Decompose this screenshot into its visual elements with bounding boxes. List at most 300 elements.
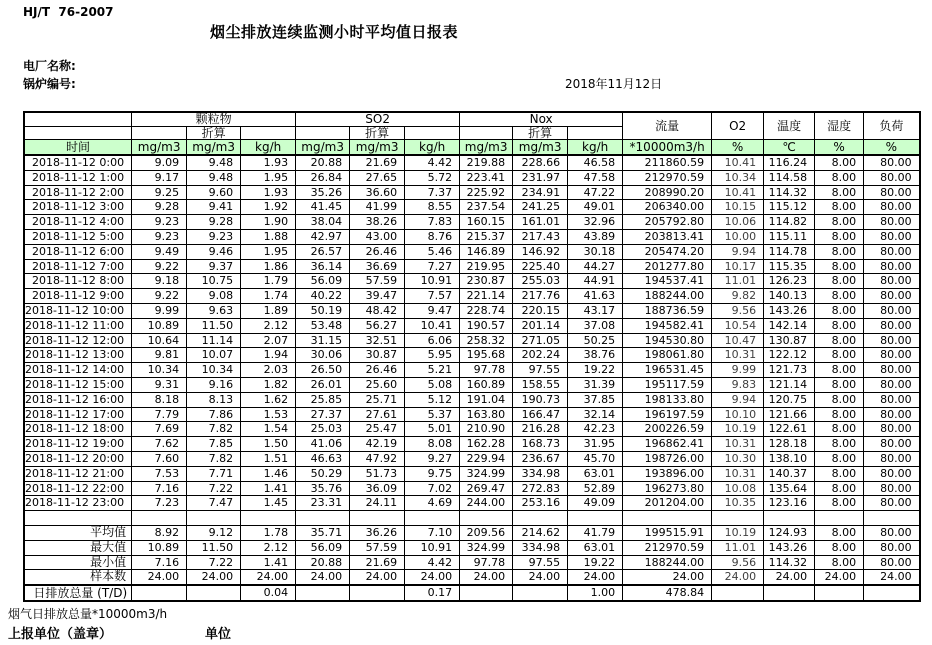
flow-header: 流量 [623, 112, 712, 140]
time-cell: 2018-11-12 5:00 [24, 229, 132, 244]
value-cell: 143.26 [764, 540, 815, 555]
table-row [24, 215, 920, 230]
value-cell: 80.00 [864, 451, 920, 466]
value-cell: 32.96 [568, 215, 623, 230]
value-cell: 49.01 [568, 200, 623, 215]
value-cell: 10.31 [712, 437, 764, 452]
time-cell: 2018-11-12 4:00 [24, 215, 132, 230]
value-cell: 10.91 [405, 274, 460, 289]
value-cell: 24.00 [623, 570, 712, 585]
time-cell: 2018-11-12 8:00 [24, 274, 132, 289]
value-cell [764, 585, 815, 601]
empty-cell [568, 511, 623, 526]
value-cell: 80.00 [864, 155, 920, 170]
value-cell: 10.31 [712, 348, 764, 363]
value-cell: 9.46 [187, 244, 241, 259]
row-label: 平均值 [24, 525, 132, 540]
value-cell: 46.58 [568, 155, 623, 170]
table-row [24, 155, 920, 170]
value-cell: 32.51 [350, 333, 405, 348]
table-row [24, 466, 920, 481]
table-row [24, 333, 920, 348]
value-cell: 7.82 [187, 451, 241, 466]
value-cell: 8.00 [815, 407, 864, 422]
value-cell: 8.00 [815, 481, 864, 496]
value-cell: 37.85 [568, 392, 623, 407]
value-cell: 43.89 [568, 229, 623, 244]
value-cell: 41.79 [568, 525, 623, 540]
value-cell: 11.50 [187, 318, 241, 333]
value-cell: 56.09 [296, 274, 350, 289]
value-cell: 10.35 [712, 496, 764, 511]
value-cell: 8.00 [815, 525, 864, 540]
time-cell: 2018-11-12 21:00 [24, 466, 132, 481]
value-cell: 9.41 [187, 200, 241, 215]
time-cell: 2018-11-12 7:00 [24, 259, 132, 274]
so2-group-header: SO2 [296, 112, 460, 127]
value-cell [296, 585, 350, 601]
value-cell: 8.00 [815, 496, 864, 511]
value-cell: 8.00 [815, 451, 864, 466]
value-cell: 80.00 [864, 244, 920, 259]
value-cell: 7.10 [405, 525, 460, 540]
value-cell: 9.09 [132, 155, 187, 170]
value-cell: 10.91 [405, 540, 460, 555]
value-cell: 57.59 [350, 540, 405, 555]
unit-header: mg/m3 [460, 140, 513, 156]
value-cell: 1.90 [241, 215, 296, 230]
empty-cell [132, 511, 187, 526]
table-row [24, 170, 920, 185]
time-header-spacer [24, 112, 132, 127]
value-cell: 10.54 [712, 318, 764, 333]
value-cell: 5.37 [405, 407, 460, 422]
value-cell: 26.46 [350, 244, 405, 259]
value-cell: 8.00 [815, 363, 864, 378]
value-cell: 52.89 [568, 481, 623, 496]
value-cell: 146.92 [513, 244, 568, 259]
value-cell: 43.00 [350, 229, 405, 244]
value-cell: 9.37 [187, 259, 241, 274]
value-cell: 24.00 [405, 570, 460, 585]
value-cell: 9.25 [132, 185, 187, 200]
value-cell: 41.06 [296, 437, 350, 452]
value-cell [187, 585, 241, 601]
value-cell: 26.46 [350, 363, 405, 378]
value-cell: 26.84 [296, 170, 350, 185]
value-cell: 219.88 [460, 155, 513, 170]
value-cell: 8.00 [815, 170, 864, 185]
value-cell: 138.10 [764, 451, 815, 466]
time-cell: 2018-11-12 2:00 [24, 185, 132, 200]
value-cell: 0.04 [241, 585, 296, 601]
value-cell: 205792.80 [623, 215, 712, 230]
value-cell: 9.27 [405, 451, 460, 466]
value-cell: 5.46 [405, 244, 460, 259]
value-cell: 7.27 [405, 259, 460, 274]
time-cell: 2018-11-12 9:00 [24, 289, 132, 304]
value-cell: 37.08 [568, 318, 623, 333]
load-unit-header: % [864, 140, 920, 156]
value-cell: 10.15 [712, 200, 764, 215]
value-cell [513, 585, 568, 601]
value-cell: 8.92 [132, 525, 187, 540]
value-cell: 36.60 [350, 185, 405, 200]
value-cell: 31.15 [296, 333, 350, 348]
unit-header: mg/m3 [513, 140, 568, 156]
value-cell: 199515.91 [623, 525, 712, 540]
value-cell: 205474.20 [623, 244, 712, 259]
humidity-unit-header: % [815, 140, 864, 156]
value-cell: 23.31 [296, 496, 350, 511]
value-cell: 160.89 [460, 377, 513, 392]
value-cell: 8.00 [815, 392, 864, 407]
value-cell: 196862.41 [623, 437, 712, 452]
value-cell: 158.55 [513, 377, 568, 392]
value-cell: 9.48 [187, 170, 241, 185]
value-cell: 80.00 [864, 318, 920, 333]
unit-header: mg/m3 [187, 140, 241, 156]
value-cell: 10.08 [712, 481, 764, 496]
load-header: 负荷 [864, 112, 920, 140]
value-cell: 9.99 [712, 363, 764, 378]
value-cell: 24.00 [460, 570, 513, 585]
value-cell: 9.23 [132, 229, 187, 244]
value-cell: 237.54 [460, 200, 513, 215]
value-cell [460, 585, 513, 601]
value-cell: 230.87 [460, 274, 513, 289]
value-cell: 24.00 [764, 570, 815, 585]
page-title: 烟尘排放连续监测小时平均值日报表 [210, 23, 459, 41]
value-cell: 44.91 [568, 274, 623, 289]
value-cell: 80.00 [864, 392, 920, 407]
value-cell [815, 585, 864, 601]
value-cell: 44.27 [568, 259, 623, 274]
table-row [24, 303, 920, 318]
time-cell: 2018-11-12 1:00 [24, 170, 132, 185]
value-cell: 30.87 [350, 348, 405, 363]
value-cell: 1.41 [241, 555, 296, 570]
value-cell: 7.85 [187, 437, 241, 452]
value-cell: 234.91 [513, 185, 568, 200]
value-cell [132, 585, 187, 601]
time-cell: 2018-11-12 11:00 [24, 318, 132, 333]
value-cell: 8.08 [405, 437, 460, 452]
value-cell: 1.78 [241, 525, 296, 540]
value-cell: 9.22 [132, 289, 187, 304]
value-cell: 9.63 [187, 303, 241, 318]
header-empty-cell [296, 127, 350, 140]
value-cell: 200226.59 [623, 422, 712, 437]
value-cell: 7.37 [405, 185, 460, 200]
value-cell: 9.56 [712, 555, 764, 570]
unit-header: mg/m3 [132, 140, 187, 156]
value-cell: 478.84 [623, 585, 712, 601]
value-cell: 2.07 [241, 333, 296, 348]
value-cell: 80.00 [864, 377, 920, 392]
value-cell: 1.74 [241, 289, 296, 304]
value-cell: 80.00 [864, 348, 920, 363]
value-cell: 244.00 [460, 496, 513, 511]
value-cell: 122.12 [764, 348, 815, 363]
value-cell: 1.53 [241, 407, 296, 422]
empty-cell [712, 511, 764, 526]
value-cell: 80.00 [864, 289, 920, 304]
value-cell: 2.12 [241, 318, 296, 333]
value-cell: 9.17 [132, 170, 187, 185]
value-cell: 20.88 [296, 155, 350, 170]
value-cell: 193896.00 [623, 466, 712, 481]
value-cell: 236.67 [513, 451, 568, 466]
value-cell: 80.00 [864, 407, 920, 422]
value-cell: 121.73 [764, 363, 815, 378]
value-cell: 225.92 [460, 185, 513, 200]
time-cell: 2018-11-12 12:00 [24, 333, 132, 348]
value-cell: 208990.20 [623, 185, 712, 200]
value-cell: 50.19 [296, 303, 350, 318]
value-cell: 255.03 [513, 274, 568, 289]
value-cell: 166.47 [513, 407, 568, 422]
value-cell: 42.23 [568, 422, 623, 437]
empty-cell [296, 511, 350, 526]
time-cell: 2018-11-12 16:00 [24, 392, 132, 407]
summary-row [24, 585, 920, 601]
value-cell: 211860.59 [623, 155, 712, 170]
empty-cell [24, 511, 132, 526]
value-cell: 1.00 [568, 585, 623, 601]
value-cell: 80.00 [864, 200, 920, 215]
value-cell: 9.82 [712, 289, 764, 304]
value-cell: 9.60 [187, 185, 241, 200]
value-cell: 190.73 [513, 392, 568, 407]
boiler-no-label: 锅炉编号: [23, 77, 76, 91]
flow-total-note: 烟气日排放总量*10000m3/h [8, 607, 168, 621]
value-cell: 115.11 [764, 229, 815, 244]
table-row [24, 451, 920, 466]
value-cell: 80.00 [864, 274, 920, 289]
report-date: 2018年11月12日 [565, 77, 663, 91]
value-cell: 142.14 [764, 318, 815, 333]
value-cell: 146.89 [460, 244, 513, 259]
value-cell: 19.22 [568, 363, 623, 378]
value-cell: 10.89 [132, 540, 187, 555]
value-cell: 191.04 [460, 392, 513, 407]
value-cell: 130.87 [764, 333, 815, 348]
value-cell: 9.56 [712, 303, 764, 318]
value-cell: 10.47 [712, 333, 764, 348]
value-cell: 9.22 [132, 259, 187, 274]
temperature-unit-header: ℃ [764, 140, 815, 156]
table-row [24, 229, 920, 244]
value-cell: 4.69 [405, 496, 460, 511]
value-cell: 25.85 [296, 392, 350, 407]
value-cell: 8.76 [405, 229, 460, 244]
value-cell: 7.22 [187, 555, 241, 570]
value-cell: 47.22 [568, 185, 623, 200]
value-cell: 46.63 [296, 451, 350, 466]
value-cell: 9.49 [132, 244, 187, 259]
value-cell: 48.42 [350, 303, 405, 318]
value-cell: 30.06 [296, 348, 350, 363]
value-cell: 206340.00 [623, 200, 712, 215]
value-cell: 202.24 [513, 348, 568, 363]
value-cell: 1.93 [241, 185, 296, 200]
value-cell: 8.00 [815, 348, 864, 363]
value-cell: 10.10 [712, 407, 764, 422]
o2-header: O2 [712, 112, 764, 140]
value-cell: 8.00 [815, 155, 864, 170]
value-cell: 24.00 [132, 570, 187, 585]
value-cell: 11.14 [187, 333, 241, 348]
time-cell: 2018-11-12 3:00 [24, 200, 132, 215]
value-cell: 114.32 [764, 185, 815, 200]
value-cell: 1.51 [241, 451, 296, 466]
value-cell: 10.41 [405, 318, 460, 333]
value-cell: 8.00 [815, 259, 864, 274]
value-cell: 212970.59 [623, 170, 712, 185]
value-cell: 241.25 [513, 200, 568, 215]
value-cell: 196531.45 [623, 363, 712, 378]
value-cell: 8.00 [815, 244, 864, 259]
value-cell: 97.78 [460, 555, 513, 570]
value-cell: 10.34 [712, 170, 764, 185]
table-row [24, 496, 920, 511]
value-cell: 115.12 [764, 200, 815, 215]
value-cell: 188244.00 [623, 555, 712, 570]
value-cell: 7.47 [187, 496, 241, 511]
value-cell: 8.00 [815, 185, 864, 200]
value-cell: 80.00 [864, 215, 920, 230]
header-group-row [24, 112, 920, 127]
time-cell: 2018-11-12 0:00 [24, 155, 132, 170]
unit-header: mg/m3 [350, 140, 405, 156]
value-cell: 201.14 [513, 318, 568, 333]
unit-header: kg/h [405, 140, 460, 156]
value-cell: 25.60 [350, 377, 405, 392]
header-empty-cell [241, 127, 296, 140]
value-cell: 56.09 [296, 540, 350, 555]
summary-row [24, 525, 920, 540]
value-cell: 115.35 [764, 259, 815, 274]
value-cell: 7.82 [187, 422, 241, 437]
time-cell: 2018-11-12 17:00 [24, 407, 132, 422]
value-cell: 26.57 [296, 244, 350, 259]
value-cell: 10.17 [712, 259, 764, 274]
value-cell: 5.01 [405, 422, 460, 437]
value-cell: 24.00 [712, 570, 764, 585]
value-cell: 258.32 [460, 333, 513, 348]
monitoring-table [23, 111, 921, 602]
time-cell: 2018-11-12 13:00 [24, 348, 132, 363]
time-cell: 2018-11-12 19:00 [24, 437, 132, 452]
row-label: 样本数 [24, 570, 132, 585]
value-cell: 271.05 [513, 333, 568, 348]
value-cell: 1.45 [241, 496, 296, 511]
value-cell: 203813.41 [623, 229, 712, 244]
empty-cell [764, 511, 815, 526]
table-row [24, 200, 920, 215]
value-cell: 7.79 [132, 407, 187, 422]
value-cell: 198726.00 [623, 451, 712, 466]
header-units-row [24, 140, 920, 156]
value-cell: 272.83 [513, 481, 568, 496]
value-cell: 41.45 [296, 200, 350, 215]
value-cell: 1.82 [241, 377, 296, 392]
time-cell: 2018-11-12 22:00 [24, 481, 132, 496]
value-cell: 269.47 [460, 481, 513, 496]
value-cell: 1.89 [241, 303, 296, 318]
value-cell: 1.94 [241, 348, 296, 363]
value-cell: 80.00 [864, 437, 920, 452]
value-cell: 80.00 [864, 496, 920, 511]
value-cell: 198133.80 [623, 392, 712, 407]
value-cell: 223.41 [460, 170, 513, 185]
value-cell: 217.43 [513, 229, 568, 244]
value-cell: 121.14 [764, 377, 815, 392]
value-cell: 97.55 [513, 363, 568, 378]
value-cell: 97.78 [460, 363, 513, 378]
value-cell: 10.41 [712, 185, 764, 200]
value-cell: 1.93 [241, 155, 296, 170]
value-cell: 7.16 [132, 481, 187, 496]
value-cell: 49.09 [568, 496, 623, 511]
value-cell: 8.00 [815, 200, 864, 215]
value-cell: 1.92 [241, 200, 296, 215]
value-cell: 121.66 [764, 407, 815, 422]
value-cell: 334.98 [513, 466, 568, 481]
value-cell: 38.26 [350, 215, 405, 230]
unit-header: kg/h [241, 140, 296, 156]
table-row [24, 348, 920, 363]
value-cell: 116.24 [764, 155, 815, 170]
value-cell: 229.94 [460, 451, 513, 466]
value-cell: 42.97 [296, 229, 350, 244]
value-cell: 1.95 [241, 170, 296, 185]
value-cell: 1.50 [241, 437, 296, 452]
value-cell: 80.00 [864, 555, 920, 570]
value-cell: 7.60 [132, 451, 187, 466]
value-cell: 1.46 [241, 466, 296, 481]
value-cell: 42.19 [350, 437, 405, 452]
value-cell: 47.58 [568, 170, 623, 185]
value-cell: 80.00 [864, 363, 920, 378]
value-cell: 4.42 [405, 555, 460, 570]
value-cell: 135.64 [764, 481, 815, 496]
value-cell: 1.41 [241, 481, 296, 496]
value-cell: 24.00 [864, 570, 920, 585]
value-cell: 225.40 [513, 259, 568, 274]
value-cell: 114.32 [764, 555, 815, 570]
value-cell: 4.42 [405, 155, 460, 170]
value-cell: 212970.59 [623, 540, 712, 555]
time-cell: 2018-11-12 18:00 [24, 422, 132, 437]
value-cell: 53.48 [296, 318, 350, 333]
value-cell: 8.13 [187, 392, 241, 407]
value-cell: 217.76 [513, 289, 568, 304]
value-cell: 5.21 [405, 363, 460, 378]
value-cell: 80.00 [864, 540, 920, 555]
value-cell: 38.76 [568, 348, 623, 363]
value-cell: 219.95 [460, 259, 513, 274]
nox-group-header: Nox [460, 112, 623, 127]
value-cell: 126.23 [764, 274, 815, 289]
value-cell: 51.73 [350, 466, 405, 481]
time-cell: 2018-11-12 6:00 [24, 244, 132, 259]
table-row [24, 422, 920, 437]
value-cell: 26.50 [296, 363, 350, 378]
value-cell: 195.68 [460, 348, 513, 363]
table-row [24, 407, 920, 422]
